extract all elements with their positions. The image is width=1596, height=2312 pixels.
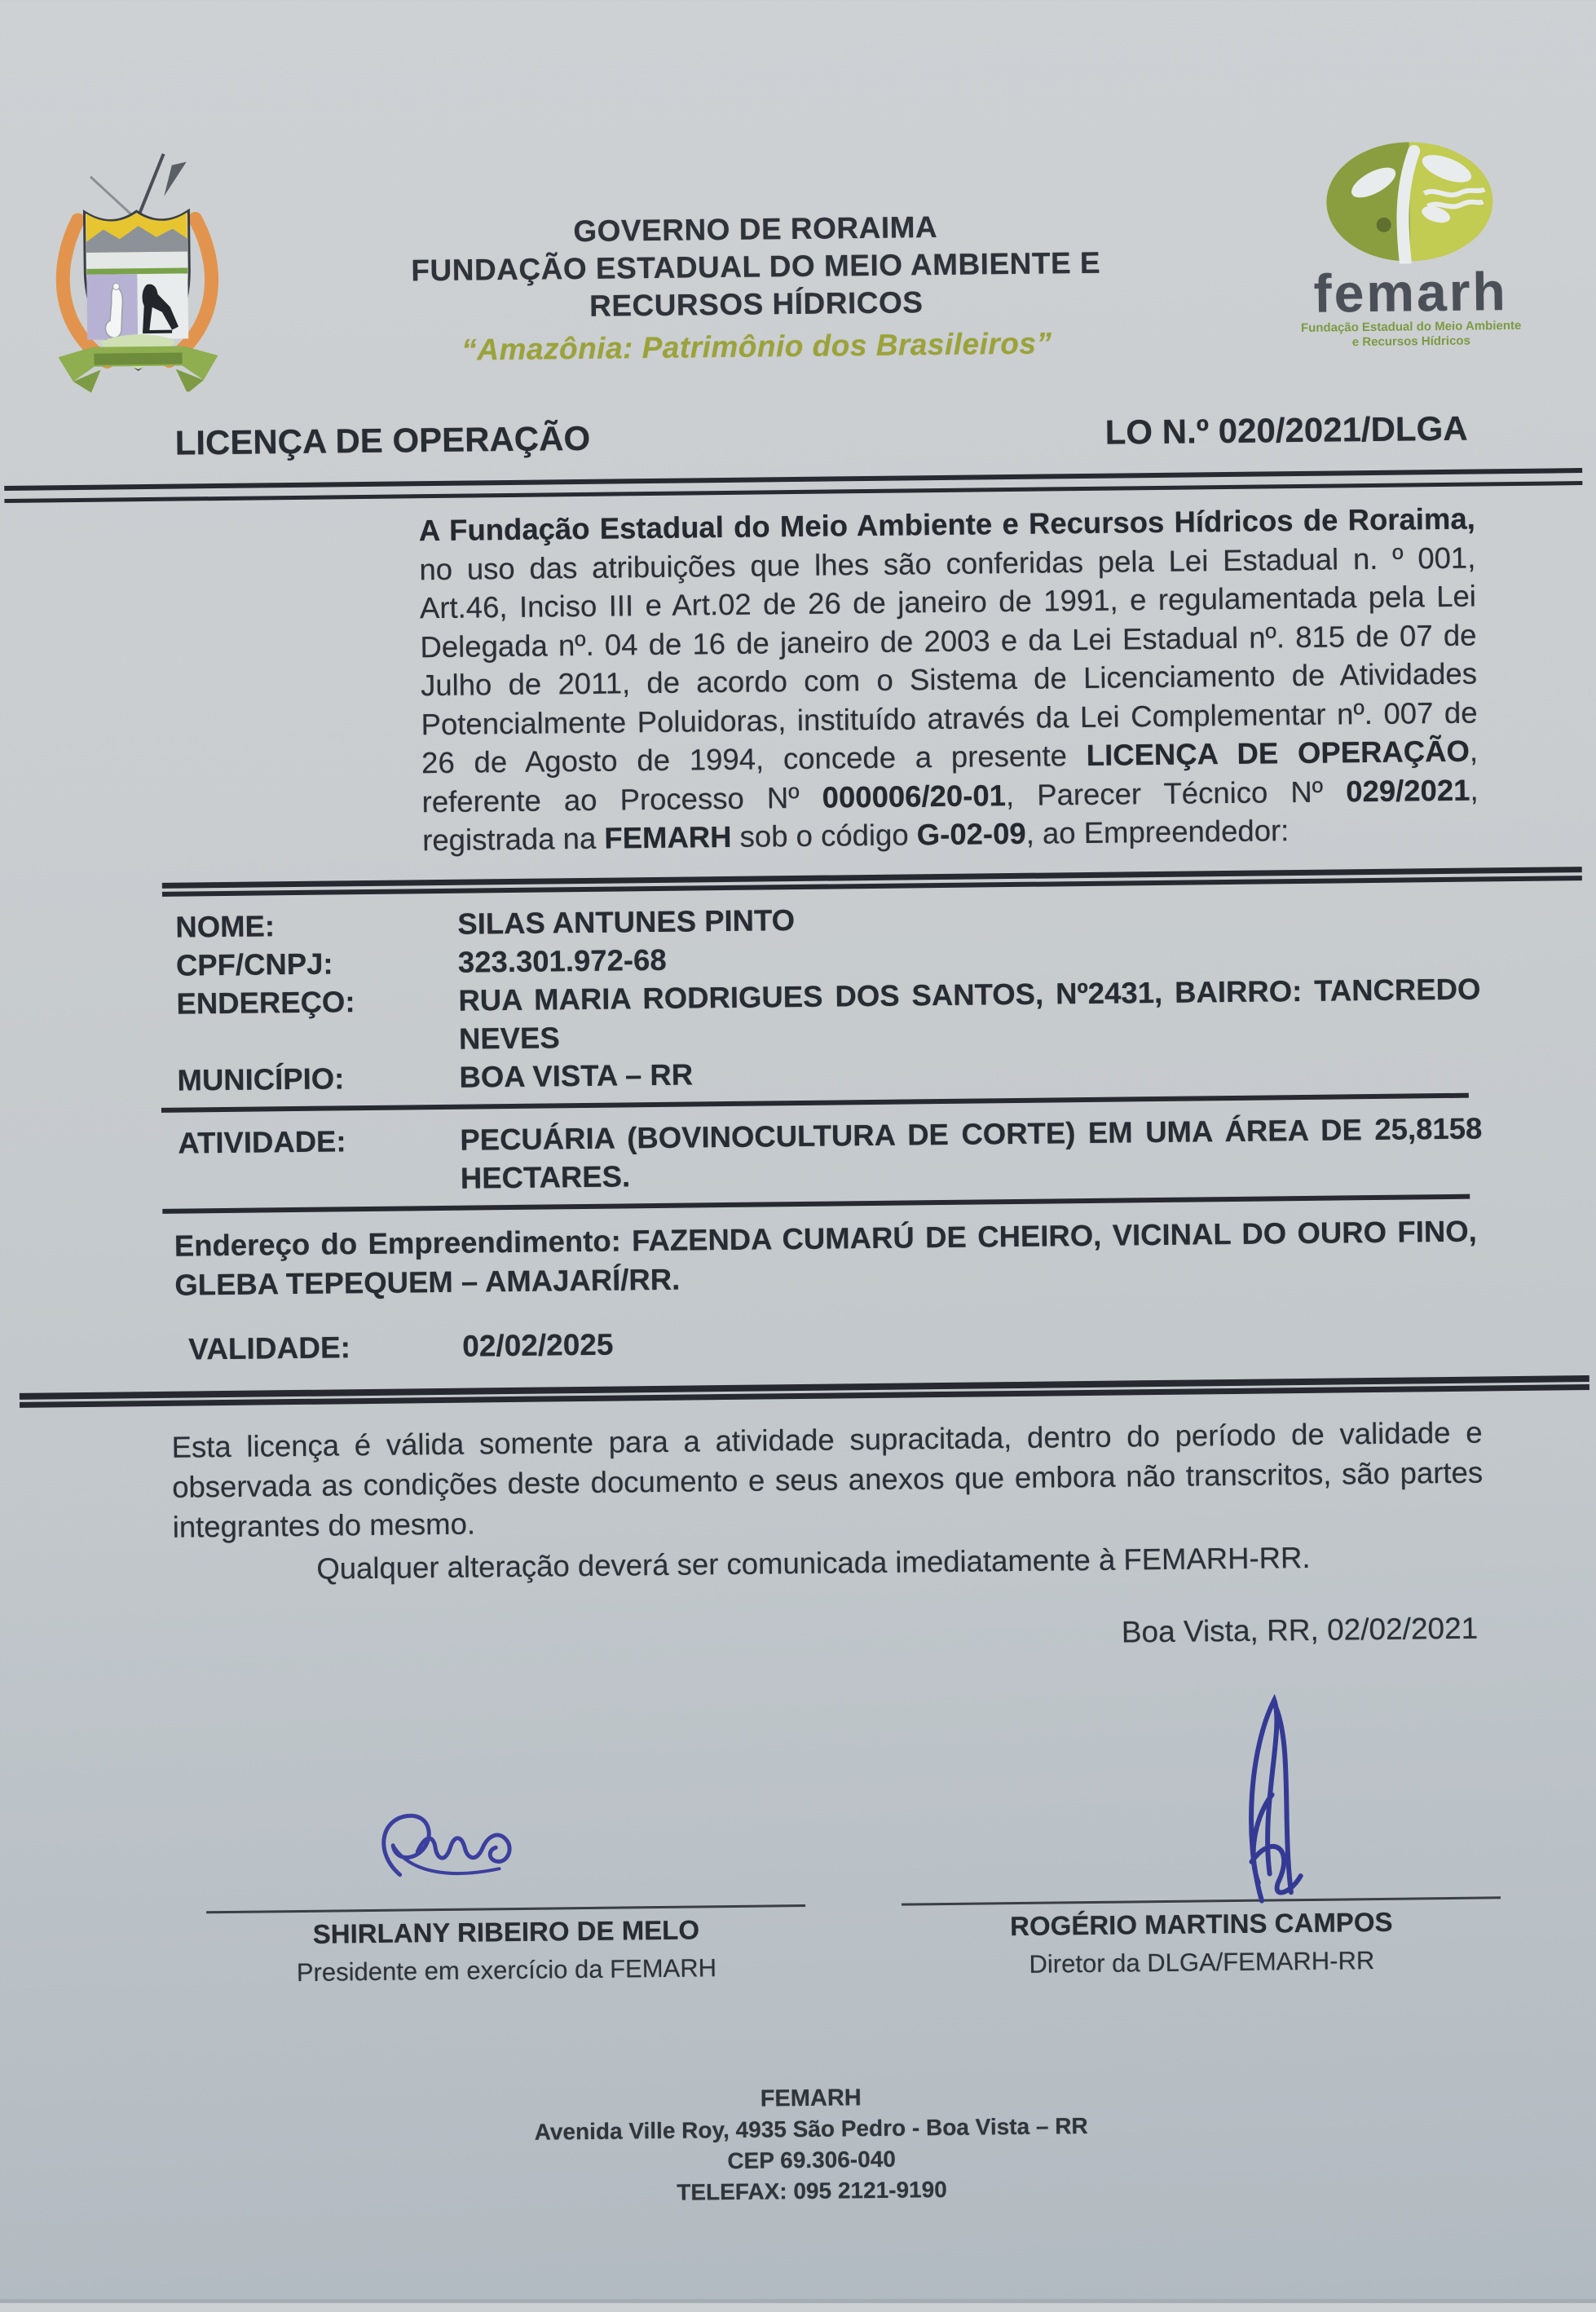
intro-seg6: , ao Empreendedor: [1025, 814, 1290, 850]
validade-row [188, 1317, 1484, 1366]
field-row-endereco [176, 969, 1481, 1061]
signature-left [205, 1749, 806, 1988]
gov-line-1: GOVERNO DE RORAIMA [573, 210, 938, 249]
intro-femarh: FEMARH [604, 819, 732, 855]
signer-role: Presidente em exercício da FEMARH [296, 1952, 717, 1987]
field-value: SILAS ANTUNES PINTO [457, 902, 796, 941]
field-label: MUNICÍPIO: [177, 1061, 345, 1097]
field-value: BOA VISTA – RR [459, 1057, 694, 1094]
signer-name: SHIRLANY RIBEIRO DE MELO [312, 1913, 700, 1949]
validity-note: Esta licença é válida somente para a atividade supracitada, dentro do período de validade e observada as condições deste documento e seus anexos que embora não transcritos, são partes integrantes do mesmo. [171, 1415, 1484, 1544]
document-header [42, 132, 1542, 398]
femarh-subtitle-line1: Fundação Estadual do Meio Ambiente [1300, 318, 1522, 335]
gov-line-2: FUNDAÇÃO ESTADUAL DO MEIO AMBIENTE E [411, 245, 1101, 288]
field-label: ATIVIDADE: [178, 1123, 346, 1160]
validade-bottom-divider [20, 1375, 1589, 1408]
dateline: Boa Vista, RR, 02/02/2021 [1121, 1611, 1479, 1649]
intro-paragraph [419, 500, 1479, 860]
field-value: 323.301.972-68 [457, 942, 667, 979]
intro-licenca: LICENÇA DE OPERAÇÃO [1086, 734, 1470, 772]
signer-name: ROGÉRIO MARTINS CAMPOS [1009, 1906, 1393, 1941]
femarh-subtitle-line2: e Recursos Hídricos [1351, 333, 1470, 350]
intro-parecer: 029/2021 [1345, 773, 1470, 808]
footer-org: FEMARH [760, 2084, 862, 2112]
validade-value: 02/02/2025 [462, 1327, 614, 1363]
field-value: RUA MARIA RODRIGUES DOS SANTOS, Nº2431, BAIRRO: TANCREDO NEVES [458, 972, 1481, 1056]
license-number: LO N.º 020/2021/DLGA [1104, 408, 1468, 452]
femarh-wordmark: femarh [1313, 261, 1509, 324]
field-label: ENDEREÇO: [176, 984, 355, 1021]
government-header-text [231, 135, 1281, 372]
intro-seg5: sob o código [731, 818, 918, 854]
intro-codigo: G-02-09 [916, 816, 1026, 852]
field-label: NOME: [175, 908, 276, 944]
footer-telefax: TELEFAX: 095 2121-9190 [677, 2176, 947, 2205]
entrepreneur-fields [175, 893, 1482, 1099]
signature-line [902, 1896, 1501, 1905]
title-divider [4, 468, 1582, 503]
signer-role: Diretor da DLGA/FEMARH-RR [1029, 1945, 1375, 1979]
empreendimento-address: Endereço do Empreendimento: FAZENDA CUMARÚ DE CHEIRO, VICINAL DO OURO FINO, GLEBA TEPEQUEM – AMAJARÍ/RR. [174, 1214, 1477, 1302]
fields-top-divider [162, 867, 1582, 897]
alteration-note: Qualquer alteração deverá ser comunicada imediatamente à FEMARH-RR. [316, 1540, 1311, 1586]
intro-seg1: no uso das atribuições que lhes são conferidas pela Lei Estadual n. º 001, Art.46, Inciso III e Art.02 de 26 de janeiro de 1991, e regulamentada pela Lei Delegada nº. 04 de 16 de janeiro de 2003 e da Lei Estadual nº. 815 de 07 de Julho de 2011, de acordo com o Sistema de Licenciamento de Atividades Potencialmente Poluidoras, instituído através da Lei Complementar nº. 007 de 26 de Agosto de 1994, concede a presente [419, 540, 1478, 780]
roraima-coat-of-arms-icon [42, 147, 233, 398]
field-value: PECUÁRIA (BOVINOCULTURA DE CORTE) EM UMA ÁREA DE 25,8158 HECTARES. [460, 1110, 1483, 1195]
footer-cep: CEP 69.306-040 [727, 2146, 897, 2173]
intro-lead: A Fundação Estadual do Meio Ambiente e Recursos Hídricos de Roraima, [418, 501, 1476, 548]
signature-line [206, 1904, 805, 1913]
intro-seg4: , registrada na [421, 773, 1479, 858]
femarh-subtitle [1281, 319, 1541, 351]
state-motto: “Amazônia: Patrimônio dos Brasileiros” [461, 326, 1052, 367]
intro-seg2: , referente ao Processo Nº [421, 734, 1479, 818]
signature-right [900, 1741, 1501, 1980]
title-row [174, 409, 1467, 463]
handwritten-signature-icon [360, 1802, 606, 1894]
gov-line-3: RECURSOS HÍDRICOS [589, 285, 924, 323]
femarh-logo [1278, 132, 1541, 351]
femarh-plant-icon [1320, 139, 1501, 264]
field-label: CPF/CNPJ: [175, 946, 333, 982]
signature-block [205, 1741, 1501, 1988]
scan-bottom-edge [0, 2299, 1596, 2303]
document-footer [13, 2073, 1596, 2215]
atividade-section [178, 1109, 1483, 1200]
footer-address: Avenida Ville Roy, 4935 São Pedro - Boa Vista – RR [534, 2112, 1088, 2145]
document-type-title: LICENÇA DE OPERAÇÃO [174, 418, 591, 462]
validade-label: VALIDADE: [188, 1330, 351, 1366]
field-row-atividade [178, 1109, 1483, 1200]
intro-seg3: , Parecer Técnico Nº [1005, 774, 1347, 812]
intro-processo: 000006/20-01 [822, 778, 1007, 814]
handwritten-signature-icon [1209, 1689, 1334, 1911]
